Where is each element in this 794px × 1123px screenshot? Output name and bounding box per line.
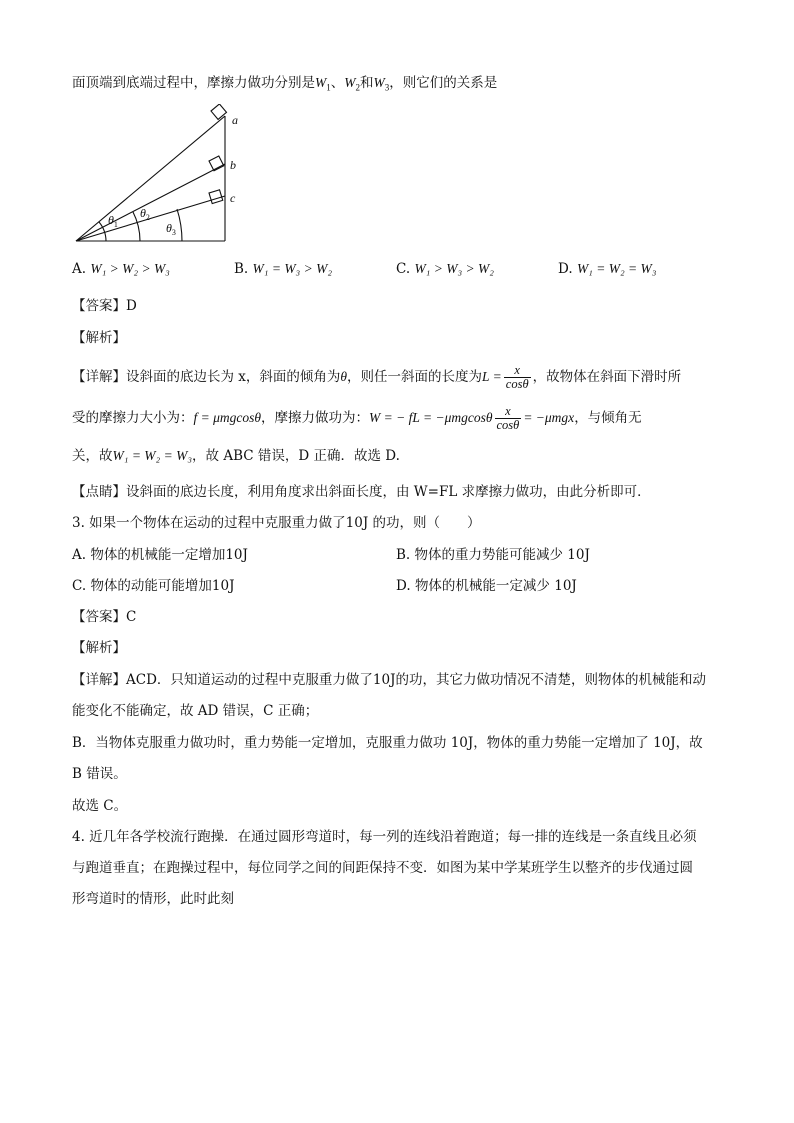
arc-theta1 (99, 222, 106, 241)
q2-intro-line: 面顶端到底端过程中，摩擦力做功分别是$W_1$、$W_2$和$W_3$，则它们的关系是 (72, 75, 498, 93)
label-c: c (230, 191, 236, 205)
q4-line-2: 与跑道垂直；在跑操过程中，每位同学之间的间距保持不变．如图为某中学某班学生以整齐的步伐通过圆 (72, 860, 693, 876)
incline-a (76, 116, 225, 241)
q2-detail-line-3: 关，故W₁ = W₂ = W₃，故 ABC 错误，D 正确．故选 D. (72, 448, 400, 464)
q3-option-b: B. 物体的重力势能可能减少 10J (396, 547, 590, 563)
fraction-x-over-cos: $\frac{x}{\cos\theta}$ (505, 363, 529, 391)
q3-option-a: A. 物体的机械能一定增加10J (72, 547, 248, 563)
q3-detail-line-1: 【详解】ACD．只知道运动的过程中克服重力做了10J的功，其它力做功情况不清楚，则物体的机械能和动 (72, 672, 706, 688)
q3-conclusion: 故选 C。 (72, 798, 128, 814)
q3-detail-line-4: B 错误。 (72, 766, 127, 782)
q2-option-d: D. W₁ = W₂ = W₃ (558, 261, 657, 277)
q3-stem: 3. 如果一个物体在运动的过程中克服重力做了10J 的功，则（ ） (72, 515, 481, 531)
q3-detail-line-2: 能变化不能确定，故 AD 错误，C 正确； (72, 703, 319, 719)
angle-theta2: $\theta_2$ (140, 206, 150, 222)
q2-option-b: B. W₁ = W₃ > W₂ (234, 261, 333, 277)
q2-answer: 【答案】D (72, 298, 137, 314)
q4-line-3: 形弯道时的情形，此时此刻 (72, 891, 234, 907)
q2-option-c: C. W₁ > W₃ > W₂ (396, 261, 494, 277)
q3-detail-line-3: B．当物体克服重力做功时，重力势能一定增加，克服重力做功 10J，物体的重力势能一定增加了 10J，故 (72, 735, 703, 751)
q2-detail-line-2: 受的摩擦力大小为：f = μmgcosθ，摩擦力做功为：W = − fL = −μmgcosθ $\frac{x}{\cos\theta}$ = −μmgx，与倾角无 (72, 404, 642, 432)
q2-intro-text: 面顶端到底端过程中，摩擦力做功分别是 (72, 75, 315, 91)
block-c (209, 190, 223, 204)
q2-comment: 【点睛】设斜面的底边长度，利用角度求出斜面长度，由 W=FL 求摩擦力做功，由此分析即可． (72, 484, 651, 500)
q2-analysis-label: 【解析】 (72, 330, 126, 346)
q3-option-c: C. 物体的动能可能增加10J (72, 578, 235, 594)
q4-line-1: 4. 近几年各学校流行跑操．在通过圆形弯道时，每一列的连线沿着跑道；每一排的连线是一条直线且必须 (72, 829, 697, 845)
arc-theta3 (177, 209, 182, 241)
w3-symbol: $W_3$ (373, 75, 390, 93)
w1-symbol: $W_1$ (315, 75, 331, 93)
fraction-x-over-cos-2: $\frac{x}{\cos\theta}$ (496, 404, 520, 432)
incline-diagram (70, 104, 260, 248)
label-a: a (232, 113, 238, 127)
angle-theta1: $\theta_1$ (108, 213, 118, 229)
q3-option-d: D. 物体的机械能一定减少 10J (396, 578, 577, 594)
q3-analysis-label: 【解析】 (72, 640, 126, 656)
w2-symbol: $W_2$ (344, 75, 360, 93)
label-b: b (230, 158, 236, 172)
q3-answer: 【答案】C (72, 609, 137, 625)
angle-theta3: $\theta_3$ (166, 221, 176, 237)
arc-theta2 (133, 212, 140, 241)
q2-detail-line-1: 【详解】设斜面的底边长为 x，斜面的倾角为θ，则任一斜面的长度为L = $\frac{x}{\cos\theta}$ ，故物体在斜面下滑时所 (72, 363, 682, 391)
q2-option-a: A. W₁ > W₂ > W₃ (72, 261, 170, 277)
